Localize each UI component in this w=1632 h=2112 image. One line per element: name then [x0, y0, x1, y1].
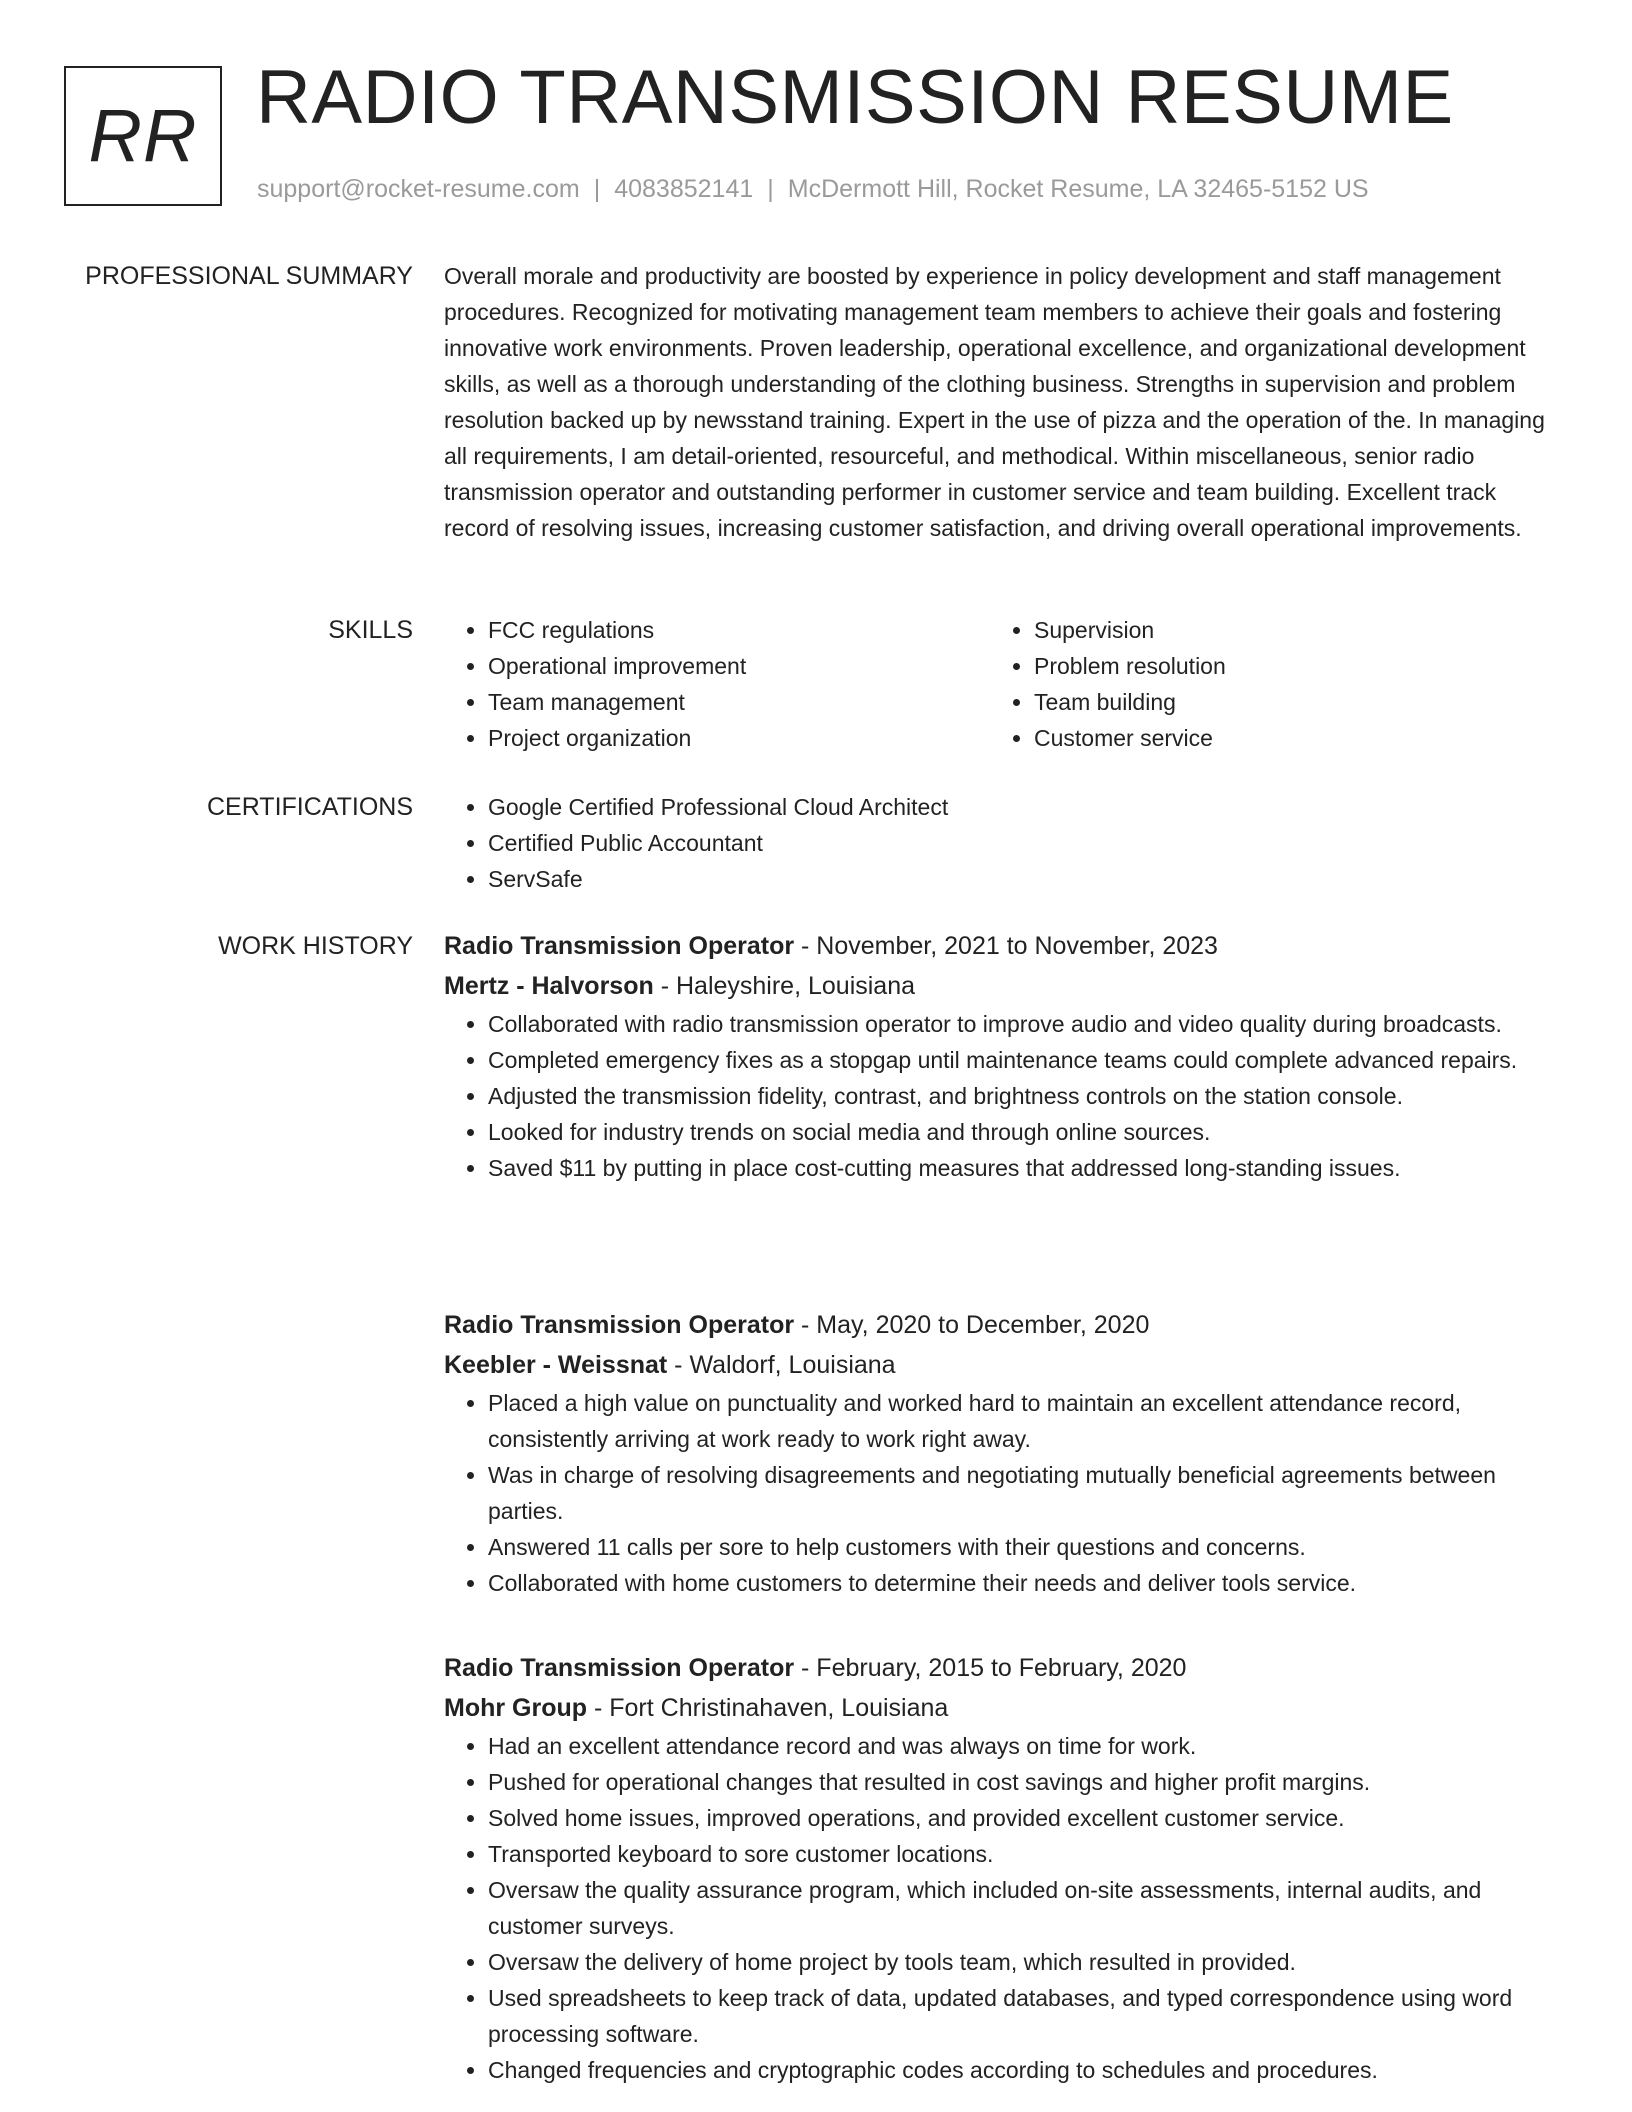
monogram-box	[64, 66, 222, 206]
summary-body	[444, 258, 1556, 546]
contact-address: McDermott Hill, Rocket Resume, LA 32465-5152 US	[787, 175, 1369, 203]
job-location: - Waldorf, Louisiana	[667, 1351, 896, 1379]
certifications-body	[444, 789, 1556, 897]
job-title-line	[444, 1648, 1556, 1688]
job-title: Radio Transmission Operator	[444, 1311, 795, 1339]
section-label-work: WORK HISTORY	[218, 932, 413, 960]
job-body	[444, 926, 1556, 1186]
skill-item: • Team building	[1034, 684, 1536, 720]
section-label-summary: PROFESSIONAL SUMMARY	[85, 262, 413, 290]
job-duty-item: • Collaborated with radio transmission operator to improve audio and video quality during broadcasts.	[488, 1006, 1556, 1042]
job-duty-item: • Oversaw the quality assurance program, which included on-site assessments, internal audits, and customer surveys.	[488, 1872, 1556, 1944]
job-duty-item: • Had an excellent attendance record and was always on time for work.	[488, 1728, 1556, 1764]
contact-email[interactable]: support@rocket-resume.com	[257, 175, 580, 203]
job-title-line	[444, 1305, 1556, 1345]
job-location: - Haleyshire, Louisiana	[653, 972, 916, 1000]
job-employer: Mohr Group	[444, 1694, 588, 1722]
contact-separator: |	[767, 175, 774, 203]
job-duty-item: • Looked for industry trends on social media and through online sources.	[488, 1114, 1556, 1150]
job-title-line	[444, 926, 1556, 966]
job-body	[444, 1648, 1556, 2088]
job-location: - Fort Christinahaven, Louisiana	[587, 1694, 949, 1722]
job-dates: - May, 2020 to December, 2020	[794, 1311, 1150, 1339]
skills-list-right	[990, 612, 1536, 756]
job-duty-item: • Placed a high value on punctuality and worked hard to maintain an excellent attendance record, consistently arriving at work ready to work right away.	[488, 1385, 1556, 1457]
skills-body	[444, 612, 1556, 756]
job-employer-line	[444, 1345, 1556, 1385]
job-duty-item: • Adjusted the transmission fidelity, contrast, and brightness controls on the station console.	[488, 1078, 1556, 1114]
job-employer-line	[444, 1688, 1556, 1728]
job-duties-list	[444, 1728, 1556, 2088]
job-duty-item: • Collaborated with home customers to determine their needs and deliver tools service.	[488, 1565, 1556, 1601]
job-duty-item: • Was in charge of resolving disagreements and negotiating mutually beneficial agreements between parties.	[488, 1457, 1556, 1529]
contact-separator: |	[593, 175, 601, 203]
job-title: Radio Transmission Operator	[444, 1654, 795, 1682]
job-duties-list	[444, 1385, 1556, 1601]
job-dates: - November, 2021 to November, 2023	[794, 932, 1218, 960]
section-label-skills: SKILLS	[328, 616, 413, 644]
section-label-certifications: CERTIFICATIONS	[206, 793, 413, 821]
monogram-initials: RR	[88, 94, 198, 177]
certification-item: • ServSafe	[488, 861, 1556, 897]
job-employer: Mertz - Halvorson	[444, 972, 654, 1000]
job-employer-line	[444, 966, 1556, 1006]
skills-list-left	[444, 612, 990, 756]
job-duty-item: • Pushed for operational changes that resulted in cost savings and higher profit margins.	[488, 1764, 1556, 1800]
job-title: Radio Transmission Operator	[444, 932, 795, 960]
job-dates: - February, 2015 to February, 2020	[794, 1654, 1187, 1682]
skill-item: • FCC regulations	[488, 612, 990, 648]
job-employer: Keebler - Weissnat	[444, 1351, 668, 1379]
skills-column-left	[444, 612, 990, 756]
resume-title: RADIO TRANSMISSION RESUME	[256, 55, 1454, 140]
skill-item: • Project organization	[488, 720, 990, 756]
skill-item: • Team management	[488, 684, 990, 720]
job-duty-item: • Answered 11 calls per sore to help customers with their questions and concerns.	[488, 1529, 1556, 1565]
summary-text: Overall morale and productivity are boosted by experience in policy development and staff management procedures. Recognized for motivating management team members to achieve their goals and fostering innovative work environments. Proven leadership, operational excellence, and organizational development skills, as well as a thorough understanding of the clothing business. Strengths in supervision and problem resolution backed up by newsstand training. Expert in the use of pizza and the operation of the. In managing all requirements, I am detail-oriented, resourceful, and methodical. Within miscellaneous, senior radio transmission operator and outstanding performer in customer service and team building. Excellent track record of resolving issues, increasing customer satisfaction, and driving overall operational improvements.	[444, 263, 1545, 541]
certification-item: • Certified Public Accountant	[488, 825, 1556, 861]
job-duty-item: • Transported keyboard to sore customer locations.	[488, 1836, 1556, 1872]
job-body	[444, 1305, 1556, 1601]
skills-column-right	[990, 612, 1536, 756]
skill-item: • Operational improvement	[488, 648, 990, 684]
job-duty-item: • Solved home issues, improved operations, and provided excellent customer service.	[488, 1800, 1556, 1836]
job-duty-item: • Completed emergency fixes as a stopgap until maintenance teams could complete advanced repairs.	[488, 1042, 1556, 1078]
job-duty-item: • Used spreadsheets to keep track of data, updated databases, and typed correspondence using word processing software.	[488, 1980, 1556, 2052]
skill-item: • Customer service	[1034, 720, 1536, 756]
skill-item: • Supervision	[1034, 612, 1536, 648]
job-duties-list	[444, 1006, 1556, 1186]
contact-line	[257, 174, 1369, 204]
skill-item: • Problem resolution	[1034, 648, 1536, 684]
contact-phone[interactable]: 4083852141	[614, 175, 754, 203]
job-duty-item: • Changed frequencies and cryptographic codes according to schedules and procedures.	[488, 2052, 1556, 2088]
job-duty-item: • Oversaw the delivery of home project by tools team, which resulted in provided.	[488, 1944, 1556, 1980]
certifications-list	[444, 789, 1556, 897]
job-duty-item: • Saved $11 by putting in place cost-cutting measures that addressed long-standing issues.	[488, 1150, 1556, 1186]
certification-item: • Google Certified Professional Cloud Architect	[488, 789, 1556, 825]
